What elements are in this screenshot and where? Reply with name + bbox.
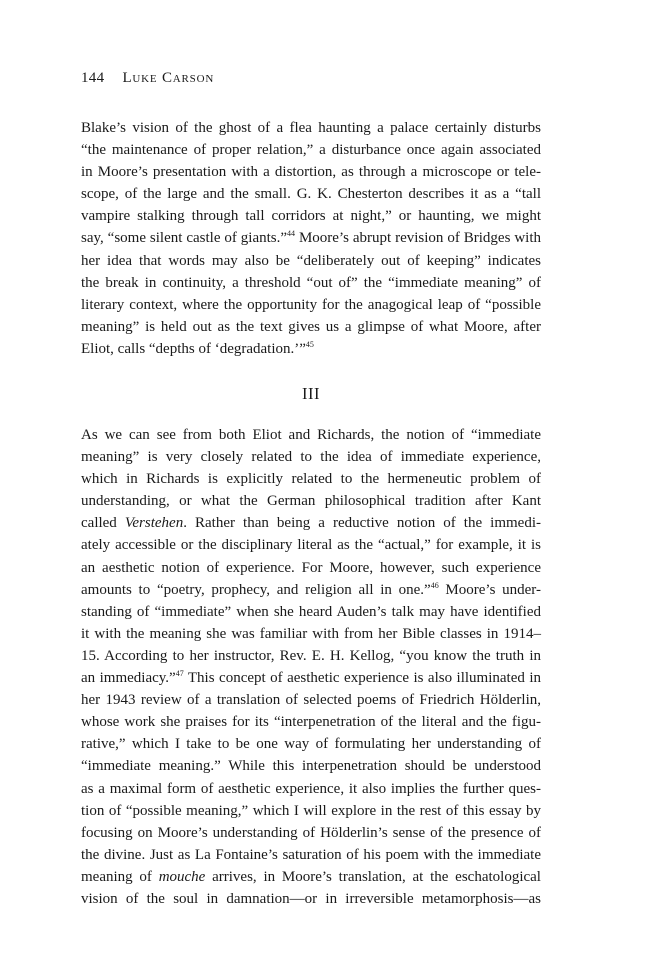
text-line: in Moore’s presentation with a distortion, as through a microscope or tele- <box>81 164 541 181</box>
italic-term: mouche <box>158 868 206 885</box>
running-head-author: Luke Carson <box>122 70 215 86</box>
text-line <box>81 512 541 534</box>
text-segment: Moore’s under- <box>438 581 541 598</box>
text-line <box>81 338 541 360</box>
text-line: focusing on Moore’s understanding of Hölderlin’s sense of the presence of <box>81 824 541 841</box>
text-line <box>81 579 541 601</box>
italic-term: Verstehen <box>124 515 184 532</box>
text-line: an aesthetic notion of experience. For Moore, however, such experience <box>81 559 541 576</box>
text-segment: say, “some silent castle of giants.” <box>81 230 288 247</box>
running-head <box>81 70 214 87</box>
text-line: ately accessible or the disciplinary literal as the “actual,” for example, it is <box>81 537 541 554</box>
text-segment: This concept of aesthetic experience is also illuminated in <box>183 670 542 687</box>
text-segment: . Rather than being a reductive notion of the immedi- <box>183 515 542 532</box>
text-line: whose work she praises for its “interpenetration of the literal and the figu- <box>81 714 541 731</box>
text-line: tion of “possible meaning,” which I will explore in the rest of this essay by <box>81 802 541 819</box>
note-marker: 44 <box>287 229 296 239</box>
text-line <box>81 227 541 249</box>
text-line: vision of the soul in damnation—or in irreversible metamorphosis—as <box>81 890 541 907</box>
text-segment: amounts to “poetry, prophecy, and religion all in one.” <box>81 581 431 598</box>
text-line: the divine. Just as La Fontaine’s saturation of his poem with the immediate <box>81 846 541 863</box>
text-line: vampire stalking through tall corridors at night,” or haunting, we might <box>81 208 541 225</box>
text-segment: meaning of <box>81 868 159 885</box>
text-line: 15. According to her instructor, Rev. E. H. Kellog, “you know the truth in <box>81 647 541 664</box>
text-line <box>81 866 541 888</box>
text-line: rative,” which I take to be one way of formulating her understanding of <box>81 736 541 753</box>
paragraph-1 <box>81 117 541 360</box>
text-line: her idea that words may also be “deliberately out of keeping” indicates <box>81 252 541 269</box>
text-segment: called <box>81 515 125 532</box>
note-marker: 45 <box>305 339 314 349</box>
text-segment: Eliot, calls “depths of ‘degradation.’” <box>81 340 306 357</box>
text-line: her 1943 review of a translation of selected poems of Friedrich Hölderlin, <box>81 692 541 709</box>
page-number: 144 <box>81 70 105 86</box>
text-line: “the maintenance of proper relation,” a disturbance once again associated <box>81 142 541 159</box>
text-line: scope, of the large and the small. G. K. Chesterton describes it as a “tall <box>81 186 541 203</box>
note-marker: 46 <box>430 580 439 590</box>
text-line <box>81 667 541 689</box>
text-segment: an immediacy.” <box>81 670 176 687</box>
paragraph-2 <box>81 424 541 910</box>
text-line: standing of “immediate” when she heard Auden’s talk may have identified <box>81 603 541 620</box>
section-heading: III <box>302 384 320 403</box>
text-line: as a maximal form of aesthetic experience, it also implies the further ques- <box>81 780 541 797</box>
text-line: meaning” is very closely related to the idea of immediate experience, <box>81 449 541 466</box>
text-line: “immediate meaning.” While this interpenetration should be understood <box>81 758 541 775</box>
text-segment: Moore’s abrupt revision of Bridges with <box>295 230 542 247</box>
text-line: meaning” is held out as the text gives us a glimpse of what Moore, after <box>81 318 541 335</box>
text-line: literary context, where the opportunity for the anagogical leap of “possible <box>81 296 541 313</box>
text-line: it with the meaning she was familiar with from her Bible classes in 1914– <box>81 625 541 642</box>
text-line: the break in continuity, a threshold “out of” the “immediate meaning” of <box>81 274 541 291</box>
text-segment: arrives, in Moore’s translation, at the eschatological <box>205 868 541 885</box>
note-marker: 47 <box>175 669 184 679</box>
text-line: As we can see from both Eliot and Richards, the notion of “immediate <box>81 427 541 443</box>
text-line: Blake’s vision of the ghost of a flea haunting a palace certainly disturbs <box>81 120 541 136</box>
text-line: which in Richards is explicitly related to the hermeneutic problem of <box>81 471 541 488</box>
text-line: understanding, or what the German philosophical tradition after Kant <box>81 493 541 510</box>
